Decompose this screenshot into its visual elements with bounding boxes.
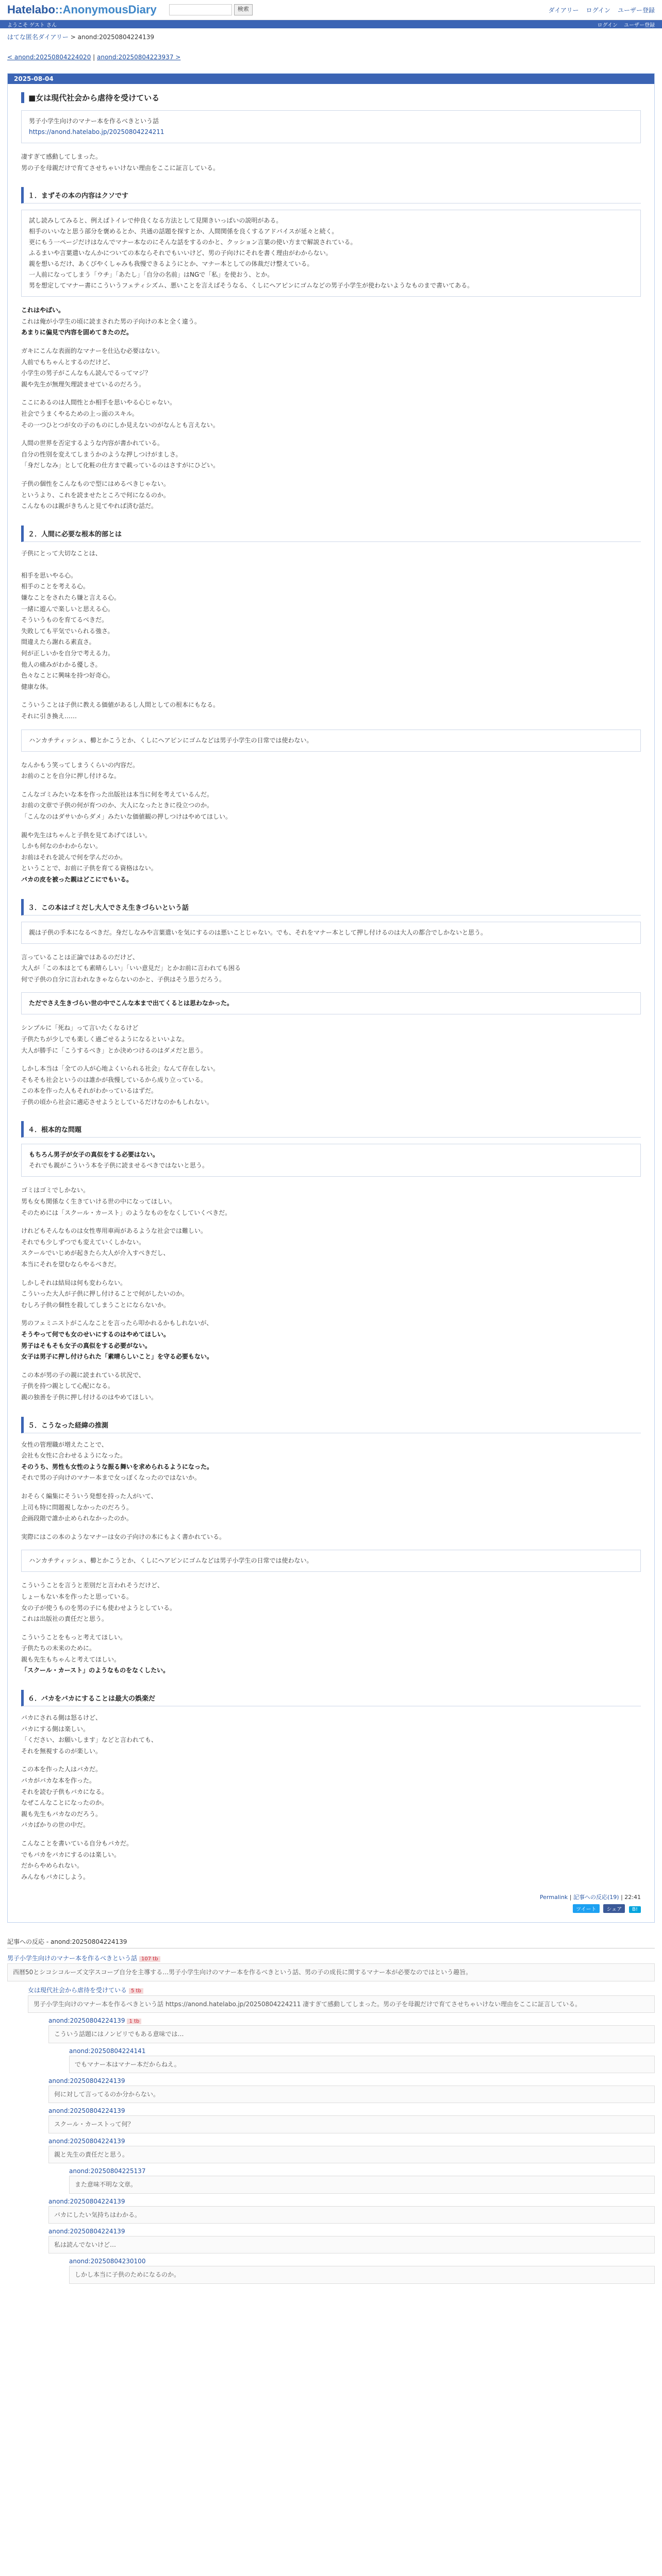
section-heading-6: ６．バカをバカにすることは最大の娯楽だ <box>21 1690 641 1706</box>
trackback-badge: 1 tb <box>127 2019 141 2024</box>
list-item: 女は現代社会から虐待を受けている 5 tb 男子小学生向けのマナー本を作るべきという話 https://anond.hatelabo.jp/20250804224211 凄すぎて感動してしまった。男の子を母親だけで育てさせちゃいけない理由をここに証言している。 <box>28 1986 655 2013</box>
sub-bar <box>0 20 662 28</box>
trackback-badge: 5 tb <box>129 1988 143 1994</box>
site-logo[interactable]: Hatelabo::AnonymousDiary <box>7 3 157 16</box>
reference-link[interactable]: anond:20250804224139 <box>48 2107 125 2115</box>
section-heading-2: ２．人間に必要な根本的部とは <box>21 526 641 542</box>
quote-box: 男子小学生向けのマナー本を作るべきという話 https://anond.hatelabo.jp/20250804224211 <box>21 110 641 143</box>
reference-link[interactable]: anond:20250804230100 <box>69 2258 146 2265</box>
diary-entry <box>7 73 655 1923</box>
list-item: anond:20250804225137 また意味不明な文章。 <box>69 2167 655 2193</box>
section2-quote-box: ハンカチティッシュ、櫛とかこうとか、くしにヘアピンにゴムなどは男子小学生の日常では使わない。 <box>21 730 641 752</box>
share-buttons <box>21 1904 641 1913</box>
section-heading-5: ５．こうなった経緯の推測 <box>21 1417 641 1433</box>
entry-time: 22:41 <box>624 1894 641 1901</box>
reference-link[interactable]: 女は現代社会から虐待を受けている <box>28 1986 127 1994</box>
paragraph: 男のフェミニストがこんなことを言ったら叩かれるかもしれないが、 そうやって何でも女のせいにするのはやめてほしい。 男子はそもそも女子の真似をする必要がない。 女子は男子に押し付けられた「素晴らしいこと」を守る必要もない。 <box>21 1319 213 1361</box>
top-link-login[interactable]: ログイン <box>586 6 610 14</box>
quote-link[interactable]: https://anond.hatelabo.jp/20250804224211 <box>29 128 164 135</box>
list-item: anond:20250804224139 親と先生の責任だと思う。 <box>48 2138 655 2163</box>
breadcrumb: はてな匿名ダイアリー > anond:20250804224139 <box>7 33 155 41</box>
paragraph: なんかもう笑ってしまうくらいの内容だ。 お前のことを自分に押し付けるな。 <box>21 761 139 780</box>
paragraph: バカにされる側は怒るけど、 バカにする側は楽しい。 「ください、お願いします」などと言われても、 それを無視するのが楽しい。 <box>21 1714 158 1755</box>
top-link-register[interactable]: ユーザー登録 <box>617 6 655 14</box>
reference-link[interactable]: anond:20250804224139 <box>48 2227 125 2235</box>
prev-next-nav: < anond:20250804224020 | anond:20250804223937 > <box>7 54 181 61</box>
subbar-login-link[interactable]: ログイン <box>597 22 618 28</box>
breadcrumb-home[interactable]: はてな匿名ダイアリー <box>7 33 69 41</box>
reference-list <box>7 1937 655 2283</box>
welcome-text: ようこそ ゲスト さん <box>7 22 57 28</box>
references-title: 記事への反応 - anond:20250804224139 <box>7 1937 655 1948</box>
breadcrumb-current: anond:20250804224139 <box>77 33 155 41</box>
top-link-diary[interactable]: ダイアリー <box>548 6 579 14</box>
paragraph: おそらく編集にそういう発想を持った人がいて、 上司も特に問題視しなかったのだろう。 企画段階で誰か止められなかったのか。 <box>21 1492 157 1522</box>
list-item: anond:20250804224139 バカにしたい気持ちはわかる。 <box>48 2198 655 2224</box>
facebook-share-button[interactable]: シェア <box>603 1904 625 1913</box>
reference-link[interactable]: anond:20250804225137 <box>69 2167 146 2175</box>
list-item: anond:20250804224139 私は読んでないけど… <box>48 2228 655 2253</box>
list-item: anond:20250804224139 1 tb こういう話題にはノンビリでもある意味では… <box>48 2017 655 2043</box>
paragraph: ゴミはゴミでしかない。 男も女も関係なく生きていける世の中になってほしい。 そのためには「スクール・カースト」のようなものをなくしていくべきだ。 <box>21 1187 231 1216</box>
paragraph: こんなことを書いている自分もバカだ。 でもバカをバカにするのは楽しい。 だからやめられない。 みんなもバカにしよう。 <box>21 1840 133 1880</box>
paragraph: こういうことは子供に教える価値があるし人間としての根本にもなる。 それに引き換え…… <box>21 701 220 720</box>
paragraph: ここにあるのは人間性とか相手を思いやる心じゃない。 社会でうまくやるための上っ面のスキル。 その一つひとつが女の子のものにしか見えないのがなんとも言えない。 <box>21 399 219 429</box>
prev-entry-link[interactable]: < anond:20250804224020 <box>7 54 91 61</box>
section-heading-4: ４．根本的な問題 <box>21 1121 641 1138</box>
list-item: anond:20250804224141 でもマナー本はマナー本だからねえ。 <box>69 2047 655 2073</box>
search-button[interactable]: 検索 <box>234 4 253 15</box>
paragraph: しかしそれは結局は何も変わらない。 こういった大人が子供に押し付けることで何がしたいのか。 むしろ子供の個性を殺してしまうことにならないか。 <box>21 1279 189 1309</box>
paragraph: これはやばい。 これは俺が小学生の頃に読まされた男の子向けの本と全く違う。 あまりに偏見で内容を固めてきたのだ。 <box>21 307 201 336</box>
section3-quote-box: 親は子供の手本になるべきだ。身だしなみや言葉遣いを気にするのは悪いことじゃない。でも、それをマナー本として押し付けるのは大人の都合でしかないと思う。 <box>21 922 641 944</box>
paragraph: こういうことを言うと差別だと言われそうだけど、 しょーもない本を作ったと思っている。 女の子が使うものを男の子にも使わせようとしている。 これは出版社の責任だと思う。 <box>21 1582 176 1623</box>
paragraph: しかし本当は「全ての人が心地よくいられる社会」なんて存在しない。 そもそも社会というのは誰かが我慢しているから成り立っている。 この本を作った人もそれがわかっているはずだ。 子供の頃から社会に適応させようとしているだけなのかもしれない。 <box>21 1065 220 1106</box>
entry-footer: Permalink | 記事への反応(19) | 22:41 <box>540 1894 641 1901</box>
paragraph: 子供にとって大切なことは、 相手を思いやる心。 相手のことを考える心。 嫌なことをされたら嫌と言える心。 一緒に遊んで楽しいと思える心。 そういうものを育てるべきだ。 失敗しても平気でいられる強さ。 間違えたら謝れる素直さ。 何が正しいかを自分で考える力。 他人の痛みがわかる優しさ。 色々なことに興味を持つ好奇心。 健康な体。 <box>21 549 121 690</box>
search-form <box>169 4 253 15</box>
reference-link[interactable]: anond:20250804224139 <box>48 2197 125 2205</box>
reference-link[interactable]: 男子小学生向けのマナー本を作るべきという話 <box>7 1955 138 1962</box>
refs-link[interactable]: 記事への反応(19) <box>573 1894 619 1901</box>
permalink-link[interactable]: Permalink <box>540 1894 568 1901</box>
paragraph: こんなゴミみたいな本を作った出版社は本当に何を考えているんだ。 お前の文章で子供の何が育つのか、大人になったときに役立つのか。 「こんなのはダサいからダメ」みたいな価値観の押しつけはやめてほしい。 <box>21 790 232 820</box>
section1-quote-box: 試し読みしてみると、例えばトイレで仲良くなる方法として見開きいっぱいの説明がある。 相手のいいなと思う部分を褒めるとか、共通の話題を探すとか、人間関係を良くするアドバイスが延々と続く。 更にもう一ページだけはなんでマナー本なのにそんな話をするのかと、クッション言葉の使い方まで解説されている。 ふるまいや言葉遣いなんかについての本ならそれでもいいけど、男の子向けにそれを書く理由がわからない。 親を想いるだけ、あくびやくしゃみも我慢できるようにとか、マナー本としての体裁だけ整えている。 一人前になってしまう「ウチ」「あたし」「自分の名前」はNGで「私」を使おう、とか。 男を想定してマナー書にこういうフェティシズム、悪いことを言えばそうなる、くしにヘアピンにゴムなどの男子小学生が使わないようなものまで書いてある。 <box>21 210 641 297</box>
reference-link[interactable]: anond:20250804224139 <box>48 2077 125 2084</box>
section3-quote-box-2: ただでさえ生きづらい世の中でこんな本まで出てくるとは思わなかった。 <box>21 992 641 1014</box>
list-item: anond:20250804230100 しかし本当に子供のためになるのか。 <box>69 2258 655 2283</box>
reference-link[interactable]: anond:20250804224141 <box>69 2047 146 2055</box>
section-heading-1: １．まずその本の内容はクソです <box>21 187 641 204</box>
hatena-bookmark-button[interactable]: B! <box>629 1906 641 1913</box>
top-bar <box>0 0 662 20</box>
paragraph: この本が男の子の親に読まれている状況で、 子供を持つ親として心配になる。 親の独善を子供に押し付けるのはやめてほしい。 <box>21 1371 158 1401</box>
paragraph: 親や先生はちゃんと子供を見てあげてほしい。 しかも何なのかわからない。 お前はそれを読んで何を学んだのか。 ということで、お前に子供を育てる資格はない。 バカの皮を被った親はどこにでもいる。 <box>21 831 157 883</box>
intro-paragraph: 凄すぎて感動してしまった。 男の子を母親だけで育てさせちゃいけない理由をここに証言している。 <box>21 153 220 172</box>
reference-link[interactable]: anond:20250804224139 <box>48 2017 125 2025</box>
paragraph: 実際にはこの本のようなマナーは女の子向けの本にもよく書かれている。 <box>21 1533 226 1540</box>
trackback-badge: 107 tb <box>139 1956 160 1962</box>
paragraph: けれどもそんなものは女性専用車両があるような社会では難しい。 それでも少しずつでも変えていくしかない。 スクールでいじめが起きたら大人が介入すべきだし、 本当にそれを望むならやるべきだ。 <box>21 1227 207 1268</box>
entry-date: 2025-08-04 <box>8 74 654 84</box>
paragraph: 女性の管理職が増えたことで、 会社も女性に合わせるようになった。 そのうち、男性も女性のような振る舞いを求められるようになった。 それで男の子向けのマナー本まで女っぽくなったのではないか。 <box>21 1440 213 1482</box>
section4-quote-box: もちろん男子が女子の真似をする必要はない。 それでも親がこういう本を子供に読ませるべきではないと思う。 <box>21 1144 641 1177</box>
paragraph: 子供の個性をこんなもので型にはめるべきじゃない。 というより、これを読ませたところで何になるのか。 こんなものは親がきちんと見てやれば済む話だ。 <box>21 480 170 510</box>
paragraph: 言っていることは正論ではあるのだけど、 大人が「この本はとても素晴らしい」「いい意見だ」とかお前に言われても困る 何で子供の自分に言われなきゃならないのかと、子供はそう思うだろう。 <box>21 953 241 983</box>
section5-quote-box: ハンカチティッシュ、櫛とかこうとか、くしにヘアピンにゴムなどは男子小学生の日常では使わない。 <box>21 1550 641 1572</box>
paragraph: こういうことをもっと考えてほしい。 子供たちの未来のために。 親も先生もちゃんと考えてほしい。 「スクール・カースト」のようなものをなくしたい。 <box>21 1633 170 1674</box>
section-heading-3: ３．この本はゴミだし大人でさえ生きづらいという話 <box>21 899 641 916</box>
top-links <box>549 6 655 14</box>
subbar-register-link[interactable]: ユーザー登録 <box>624 22 655 28</box>
paragraph: ガキにこんな表面的なマナーを仕込む必要はない。 人前でもちゃんとするのだけど、 小学生の男子がこんなもん読んでるってマジ？ 親や先生が無理矢理読ませているのだろう。 <box>21 347 164 388</box>
paragraph: 人間の世界を否定するような内容が書かれている。 自分の性別を変えてしまうかのような押しつけがましさ。 「身だしなみ」として化粧の仕方まで載っているのはさすがにひどい。 <box>21 439 220 469</box>
entry-title[interactable]: ■女は現代社会から虐待を受けている <box>21 92 641 103</box>
tweet-button[interactable]: ツイート <box>573 1904 600 1913</box>
list-item: anond:20250804224139 何に対して言ってるのか分からない。 <box>48 2077 655 2103</box>
paragraph: シンプルに「死ね」って言いたくなるけど 子供たちが少しでも楽しく過ごせるようになるといいよな。 大人が勝手に「こうするべき」とか決めつけるのはダメだと思う。 <box>21 1024 207 1054</box>
paragraph: この本を作った人はバカだ。 バカがバカな本を作った。 それを読む子供もバカになる。 なぜこんなことになったのか。 親も先生もバカなのだろう。 バカばかりの世の中だ。 <box>21 1766 108 1829</box>
list-item: 男子小学生向けのマナー本を作るべきという話 107 tb 西暦50とシコシコルーズ文字スコープ自分を主導する…男子小学生向けのマナー本を作るべきという話、男の子の成長に関するマナー本が必要なのではという趣旨。 <box>7 1954 655 1981</box>
list-item: anond:20250804224139 スクール・カーストって何？ <box>48 2107 655 2133</box>
reference-link[interactable]: anond:20250804224139 <box>48 2137 125 2145</box>
next-entry-link[interactable]: anond:20250804223937 > <box>97 54 181 61</box>
search-input[interactable] <box>169 4 232 15</box>
